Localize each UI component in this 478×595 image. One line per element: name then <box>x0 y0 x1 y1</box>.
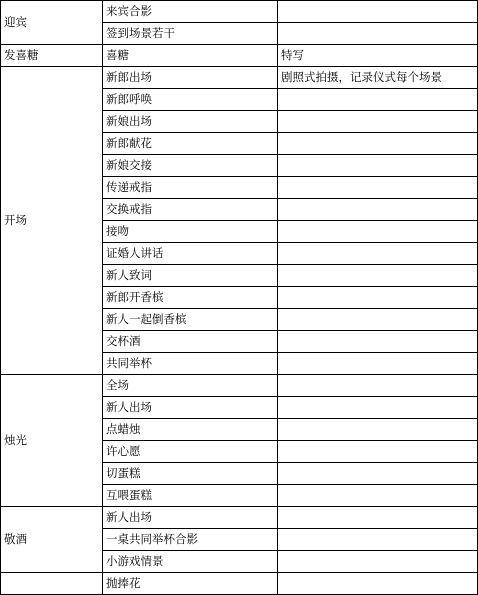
note-cell[interactable] <box>278 551 478 573</box>
section-cell[interactable]: 开场 <box>1 67 103 375</box>
section-cell[interactable] <box>1 573 103 595</box>
note-cell[interactable] <box>278 375 478 397</box>
note-cell[interactable] <box>278 309 478 331</box>
table-row <box>1 573 478 595</box>
table-row <box>1 375 478 397</box>
item-cell[interactable]: 交换戒指 <box>103 199 278 221</box>
note-cell[interactable] <box>278 463 478 485</box>
note-cell[interactable] <box>278 1 478 23</box>
note-cell[interactable] <box>278 441 478 463</box>
note-cell[interactable] <box>278 485 478 507</box>
note-cell[interactable] <box>278 199 478 221</box>
note-cell[interactable]: 剧照式拍摄，记录仪式每个场景 <box>278 67 478 89</box>
table-row <box>1 1 478 23</box>
item-cell[interactable]: 签到场景若干 <box>103 23 278 45</box>
note-cell[interactable] <box>278 529 478 551</box>
item-cell[interactable]: 切蛋糕 <box>103 463 278 485</box>
item-cell[interactable]: 喜糖 <box>103 45 278 67</box>
item-cell[interactable]: 新娘出场 <box>103 111 278 133</box>
item-cell[interactable]: 新人一起倒香槟 <box>103 309 278 331</box>
note-cell[interactable] <box>278 111 478 133</box>
item-cell[interactable]: 新郎开香槟 <box>103 287 278 309</box>
item-cell[interactable]: 一桌共同举杯合影 <box>103 529 278 551</box>
table-row <box>1 67 478 89</box>
item-cell[interactable]: 新郎呼唤 <box>103 89 278 111</box>
item-cell[interactable]: 许心愿 <box>103 441 278 463</box>
item-cell[interactable]: 新郎出场 <box>103 67 278 89</box>
note-cell[interactable] <box>278 331 478 353</box>
section-cell[interactable]: 烛光 <box>1 375 103 507</box>
note-cell[interactable] <box>278 243 478 265</box>
note-cell[interactable] <box>278 155 478 177</box>
item-cell[interactable]: 新人致词 <box>103 265 278 287</box>
note-cell[interactable] <box>278 353 478 375</box>
note-cell[interactable] <box>278 265 478 287</box>
item-cell[interactable]: 新人出场 <box>103 397 278 419</box>
note-cell[interactable] <box>278 177 478 199</box>
item-cell[interactable]: 交杯酒 <box>103 331 278 353</box>
item-cell[interactable]: 接吻 <box>103 221 278 243</box>
note-cell[interactable] <box>278 221 478 243</box>
item-cell[interactable]: 新娘交接 <box>103 155 278 177</box>
item-cell[interactable]: 共同举杯 <box>103 353 278 375</box>
note-cell[interactable]: 特写 <box>278 45 478 67</box>
note-cell[interactable] <box>278 397 478 419</box>
note-cell[interactable] <box>278 419 478 441</box>
table-row <box>1 45 478 67</box>
item-cell[interactable]: 互喂蛋糕 <box>103 485 278 507</box>
item-cell[interactable]: 新人出场 <box>103 507 278 529</box>
item-cell[interactable]: 小游戏情景 <box>103 551 278 573</box>
note-cell[interactable] <box>278 133 478 155</box>
item-cell[interactable]: 新郎献花 <box>103 133 278 155</box>
section-cell[interactable]: 迎宾 <box>1 1 103 45</box>
table-body <box>1 1 478 595</box>
note-cell[interactable] <box>278 507 478 529</box>
item-cell[interactable]: 抛捧花 <box>103 573 278 595</box>
note-cell[interactable] <box>278 287 478 309</box>
note-cell[interactable] <box>278 573 478 595</box>
section-cell[interactable]: 敬酒 <box>1 507 103 573</box>
item-cell[interactable]: 点蜡烛 <box>103 419 278 441</box>
table-row <box>1 507 478 529</box>
item-cell[interactable]: 传递戒指 <box>103 177 278 199</box>
item-cell[interactable]: 全场 <box>103 375 278 397</box>
item-cell[interactable]: 来宾合影 <box>103 1 278 23</box>
note-cell[interactable] <box>278 23 478 45</box>
item-cell[interactable]: 证婚人讲话 <box>103 243 278 265</box>
section-cell[interactable]: 发喜糖 <box>1 45 103 67</box>
note-cell[interactable] <box>278 89 478 111</box>
